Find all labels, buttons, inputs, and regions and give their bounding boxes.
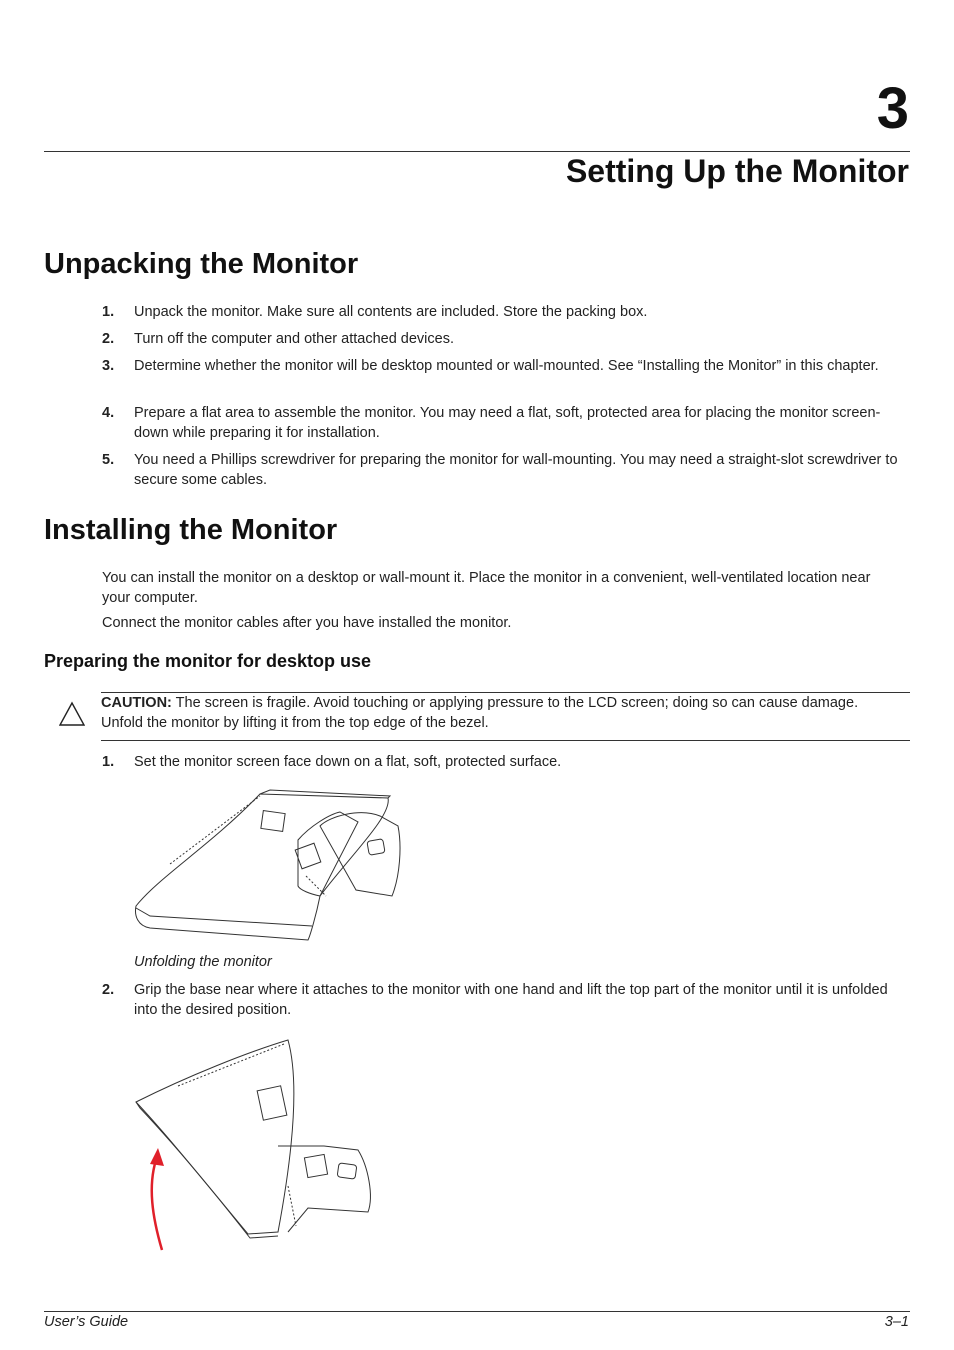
caution-triangle-icon — [59, 701, 85, 732]
chapter-rule — [44, 151, 910, 152]
caution-bottom-rule — [101, 740, 910, 741]
red-arrow-icon — [150, 1148, 164, 1250]
step-text: Set the monitor screen face down on a flat, soft, protected surface. — [134, 754, 562, 770]
step-number: 4. — [102, 405, 115, 421]
list-item — [102, 981, 902, 1020]
list-item — [102, 451, 902, 490]
step-text: Turn off the computer and other attached devices. — [134, 331, 454, 347]
step-text: Unpack the monitor. Make sure all contents are included. Store the packing box. — [134, 304, 648, 320]
step-text: Grip the base near where it attaches to the monitor with one hand and lift the top part of the monitor until it is unfolded into the desired position. — [134, 982, 888, 1018]
caution-label: CAUTION: — [101, 695, 172, 711]
list-item — [102, 330, 902, 350]
footer-page-number: 3–1 — [884, 1314, 909, 1330]
step-number: 1. — [102, 754, 115, 770]
step-text: Prepare a flat area to assemble the monitor. You may need a flat, soft, protected area for placing the monitor screen-down while preparing it for installation. — [134, 405, 881, 441]
paragraph: You can install the monitor on a desktop or wall-mount it. Place the monitor in a convenient, well-ventilated location near your computer. — [102, 570, 871, 606]
monitor-unfolding-illustration — [128, 1036, 388, 1261]
footer-document-title: User’s Guide — [44, 1314, 129, 1330]
list-item — [102, 404, 902, 443]
section-heading-unpacking: Unpacking the Monitor — [44, 248, 359, 280]
section-heading-installing: Installing the Monitor — [44, 514, 338, 546]
monitor-face-down-illustration — [130, 786, 410, 951]
caution-text — [101, 694, 901, 733]
list-item — [102, 357, 902, 377]
step-number: 1. — [102, 304, 115, 320]
step-text: You need a Phillips screwdriver for preparing the monitor for wall-mounting. You may need a straight-slot screwdriver to secure some cables. — [134, 452, 898, 488]
footer-rule — [44, 1311, 910, 1312]
paragraph: Connect the monitor cables after you have installed the monitor. — [102, 615, 512, 631]
step-number: 2. — [102, 982, 115, 998]
step-number: 2. — [102, 331, 115, 347]
chapter-title: Setting Up the Monitor — [565, 153, 909, 189]
caution-top-rule — [101, 692, 910, 693]
caution-body: The screen is fragile. Avoid touching or applying pressure to the LCD screen; doing so can cause damage. Unfold the monitor by lifting it from the top edge of the bezel. — [101, 695, 859, 731]
subsection-heading: Preparing the monitor for desktop use — [44, 651, 372, 671]
chapter-number: 3 — [876, 76, 909, 141]
step-number: 3. — [102, 358, 115, 374]
list-item — [102, 303, 902, 323]
step-number: 5. — [102, 452, 115, 468]
figure-caption: Unfolding the monitor — [134, 954, 272, 970]
list-item — [102, 753, 902, 773]
step-text: Determine whether the monitor will be desktop mounted or wall-mounted. See “Installing the Monitor” in this chapter. — [134, 358, 879, 374]
